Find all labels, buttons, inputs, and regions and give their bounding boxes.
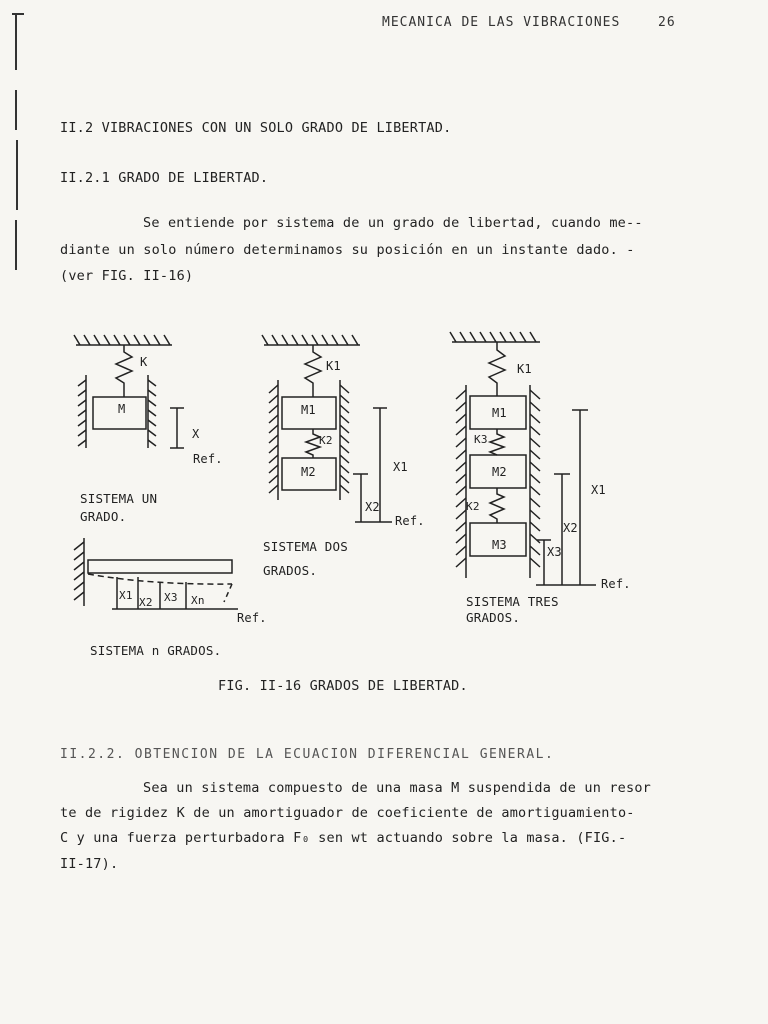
three-dof-m1-label: M1 <box>492 406 507 420</box>
spring-icon <box>305 345 321 397</box>
spring-icon <box>490 488 504 523</box>
two-dof-ref-label: Ref. <box>395 514 425 528</box>
spring-icon <box>116 345 132 397</box>
section-heading: II.2 VIBRACIONES CON UN SOLO GRADO DE LIBERTAD. <box>60 120 452 136</box>
two-dof-x2-label: X2 <box>365 500 380 514</box>
paragraph-2-line-3: C y una fuerza perturbadora F₀ sen wt actuando sobre la masa. (FIG.- <box>60 830 627 846</box>
n-dof-ref-label: Ref. <box>237 611 267 625</box>
two-dof-m1-label: M1 <box>301 403 316 417</box>
three-dof-m2-label: M2 <box>492 465 507 479</box>
three-dof-title-line-2: GRADOS. <box>466 610 521 625</box>
three-dof-k3-label: K3 <box>474 433 488 446</box>
paragraph-1-line-2: diante un solo número determinamos su posición en un instante dado. - <box>60 242 635 258</box>
one-dof-ref-label: Ref. <box>193 452 223 466</box>
paragraph-1-line-1: Se entiende por sistema de un grado de libertad, cuando me-- <box>143 215 643 231</box>
three-dof-k2-label: K2 <box>466 500 480 513</box>
two-dof-k1-label: K1 <box>326 359 341 373</box>
figure-caption: FIG. II-16 GRADOS DE LIBERTAD. <box>218 678 468 694</box>
n-dof-title: SISTEMA n GRADOS. <box>90 643 222 658</box>
subsection-heading-2: II.2.2. OBTENCION DE LA ECUACION DIFERENCIAL GENERAL. <box>60 747 555 762</box>
three-dof-x3-label: X3 <box>547 545 562 559</box>
one-dof-x-label: X <box>192 427 200 441</box>
n-dof-x1-label: X1 <box>119 589 133 602</box>
paragraph-2-line-1: Sea un sistema compuesto de una masa M suspendida de un resor <box>143 780 651 796</box>
spring-icon <box>490 429 504 455</box>
three-dof-k1-label: K1 <box>517 362 532 376</box>
paragraph-2-line-2: te de rigidez K de un amortiguador de coeficiente de amortiguamiento- <box>60 805 635 821</box>
spring-icon <box>306 429 320 458</box>
one-dof-k-label: K <box>140 355 148 369</box>
three-dof-x1-label: X1 <box>591 483 606 497</box>
subsection-heading-1: II.2.1 GRADO DE LIBERTAD. <box>60 170 269 186</box>
one-dof-title-line-1: SISTEMA UN <box>80 491 158 506</box>
running-title: MECANICA DE LAS VIBRACIONES <box>382 15 621 30</box>
three-dof-m3-label: M3 <box>492 538 507 552</box>
n-dof-x3-label: X3 <box>164 591 178 604</box>
two-dof-title-line-2: GRADOS. <box>263 563 318 578</box>
two-dof-k2-label: K2 <box>319 434 333 447</box>
n-dof-x2-label: X2 <box>139 596 153 609</box>
one-dof-mass-label: M <box>118 402 126 416</box>
three-dof-x2-label: X2 <box>563 521 578 535</box>
one-dof-system <box>74 335 184 448</box>
two-dof-m2-label: M2 <box>301 465 316 479</box>
n-dof-xn-label: Xn <box>191 594 205 607</box>
page-number: 26 <box>658 15 676 30</box>
paragraph-2-line-4: II-17). <box>60 856 119 872</box>
two-dof-title-line-1: SISTEMA DOS <box>263 539 348 554</box>
spring-icon <box>489 342 505 396</box>
three-dof-ref-label: Ref. <box>601 577 631 591</box>
paragraph-1-line-3: (ver FIG. II-16) <box>60 268 194 284</box>
three-dof-title-line-1: SISTEMA TRES <box>466 594 559 609</box>
one-dof-title-line-2: GRADO. <box>80 509 127 524</box>
two-dof-x1-label: X1 <box>393 460 408 474</box>
n-dof-system <box>74 538 238 609</box>
